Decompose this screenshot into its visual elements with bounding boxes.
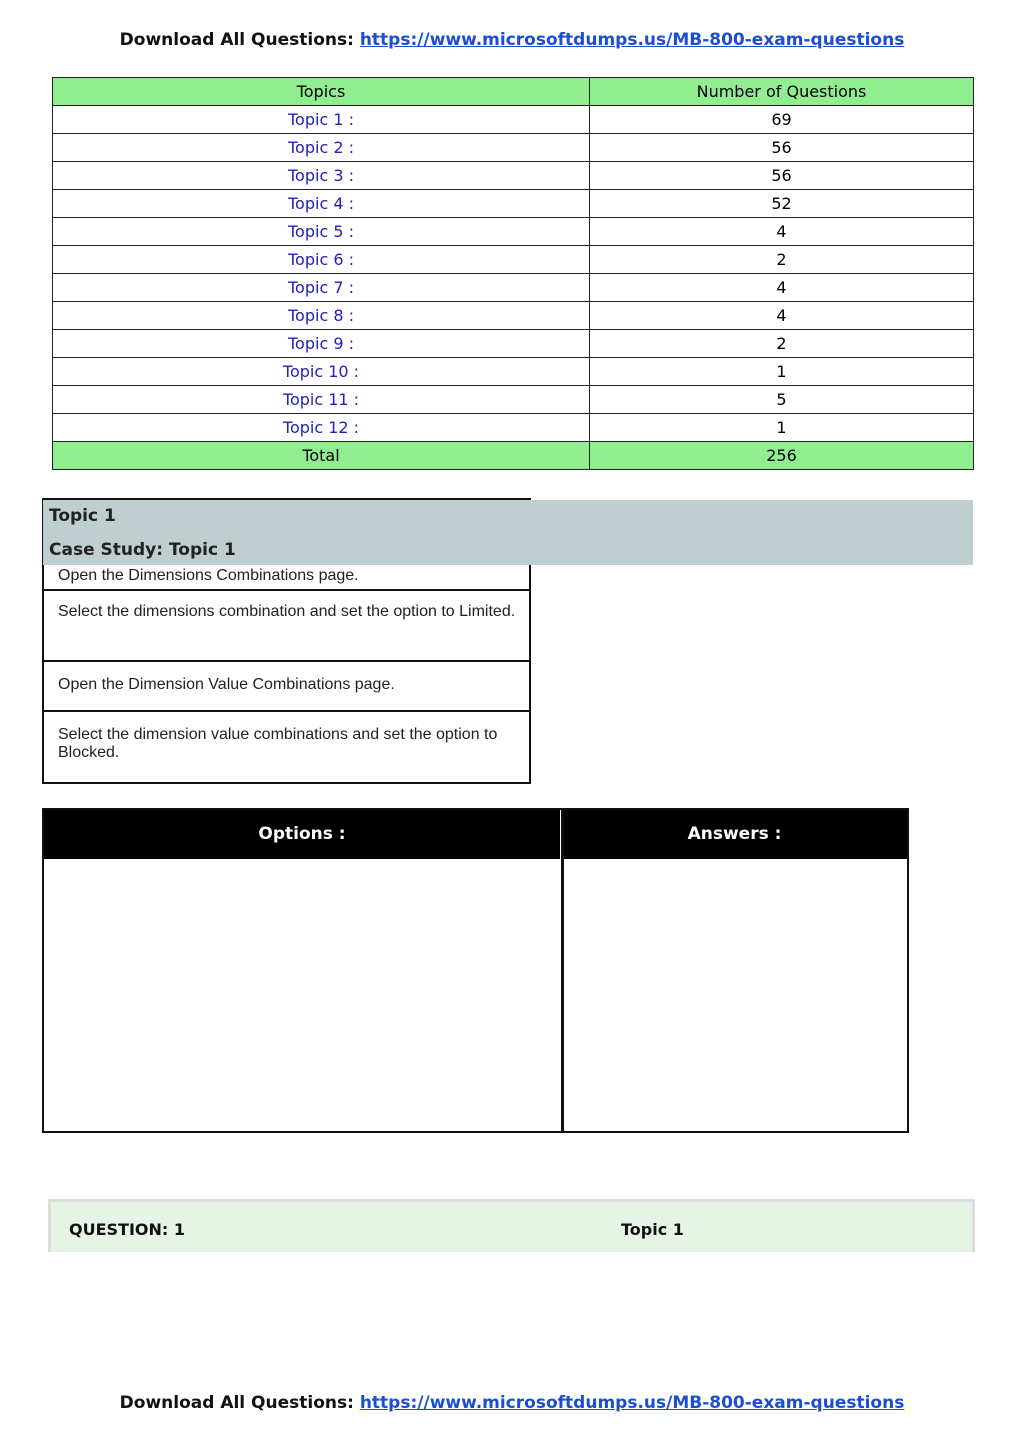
total-label: Total <box>53 442 590 470</box>
topic-link[interactable]: Topic 1 : <box>53 106 590 134</box>
question-count: 56 <box>590 134 974 162</box>
question-count: 5 <box>590 386 974 414</box>
question-count: 4 <box>590 274 974 302</box>
download-link[interactable]: https://www.microsoftdumps.us/MB-800-exam-questions <box>359 1393 905 1413</box>
download-label: Download All Questions: <box>119 1393 354 1413</box>
download-label: Download All Questions: <box>119 30 354 50</box>
column-header-count: Number of Questions <box>590 78 974 106</box>
topic-link[interactable]: Topic 8 : <box>53 302 590 330</box>
question-count: 2 <box>590 246 974 274</box>
column-header-topics: Topics <box>53 78 590 106</box>
table-row <box>53 162 974 190</box>
topic-banner <box>43 500 973 565</box>
topic-link[interactable]: Topic 2 : <box>53 134 590 162</box>
divider <box>561 810 564 1131</box>
question-count: 1 <box>590 414 974 442</box>
topic-link[interactable]: Topic 7 : <box>53 274 590 302</box>
table-row <box>53 386 974 414</box>
topic-link[interactable]: Topic 6 : <box>53 246 590 274</box>
topic-link[interactable]: Topic 12 : <box>53 414 590 442</box>
topic-link[interactable]: Topic 3 : <box>53 162 590 190</box>
question-count: 56 <box>590 162 974 190</box>
step-item[interactable]: Select the dimensions combination and set the option to Limited. <box>58 603 516 620</box>
question-count: 4 <box>590 302 974 330</box>
topic-link[interactable]: Topic 5 : <box>53 218 590 246</box>
table-row <box>53 414 974 442</box>
table-row <box>53 218 974 246</box>
divider <box>44 710 529 712</box>
question-count: 2 <box>590 330 974 358</box>
topics-table <box>52 77 974 470</box>
question-topic: Topic 1 <box>621 1220 684 1239</box>
total-count: 256 <box>590 442 974 470</box>
table-row <box>53 330 974 358</box>
question-bar <box>48 1199 975 1252</box>
question-count: 69 <box>590 106 974 134</box>
table-row <box>53 246 974 274</box>
divider <box>44 660 529 662</box>
case-study-title: Case Study: Topic 1 <box>49 540 236 560</box>
total-row <box>53 442 974 470</box>
table-row <box>53 190 974 218</box>
download-footer <box>0 1393 1024 1413</box>
divider <box>44 589 529 591</box>
topic-link[interactable]: Topic 4 : <box>53 190 590 218</box>
topic-link[interactable]: Topic 11 : <box>53 386 590 414</box>
step-item[interactable]: Select the dimension value combinations and set the option to Blocked. <box>58 726 498 761</box>
table-row <box>53 106 974 134</box>
options-header: Options : <box>44 810 560 859</box>
table-row <box>53 274 974 302</box>
question-count: 52 <box>590 190 974 218</box>
table-row <box>53 302 974 330</box>
download-link[interactable]: https://www.microsoftdumps.us/MB-800-exam-questions <box>359 30 905 50</box>
topic-link[interactable]: Topic 9 : <box>53 330 590 358</box>
question-count: 1 <box>590 358 974 386</box>
question-label: QUESTION: 1 <box>69 1220 186 1239</box>
table-header-row <box>53 78 974 106</box>
step-item[interactable]: Open the Dimensions Combinations page. <box>58 567 359 584</box>
table-row <box>53 134 974 162</box>
table-row <box>53 358 974 386</box>
step-item[interactable]: Open the Dimension Value Combinations page. <box>58 676 395 693</box>
topic-title: Topic 1 <box>49 506 116 526</box>
question-count: 4 <box>590 218 974 246</box>
options-answers-grid <box>42 808 909 1133</box>
download-header <box>0 30 1024 50</box>
answers-header: Answers : <box>562 810 907 859</box>
topic-link[interactable]: Topic 10 : <box>53 358 590 386</box>
